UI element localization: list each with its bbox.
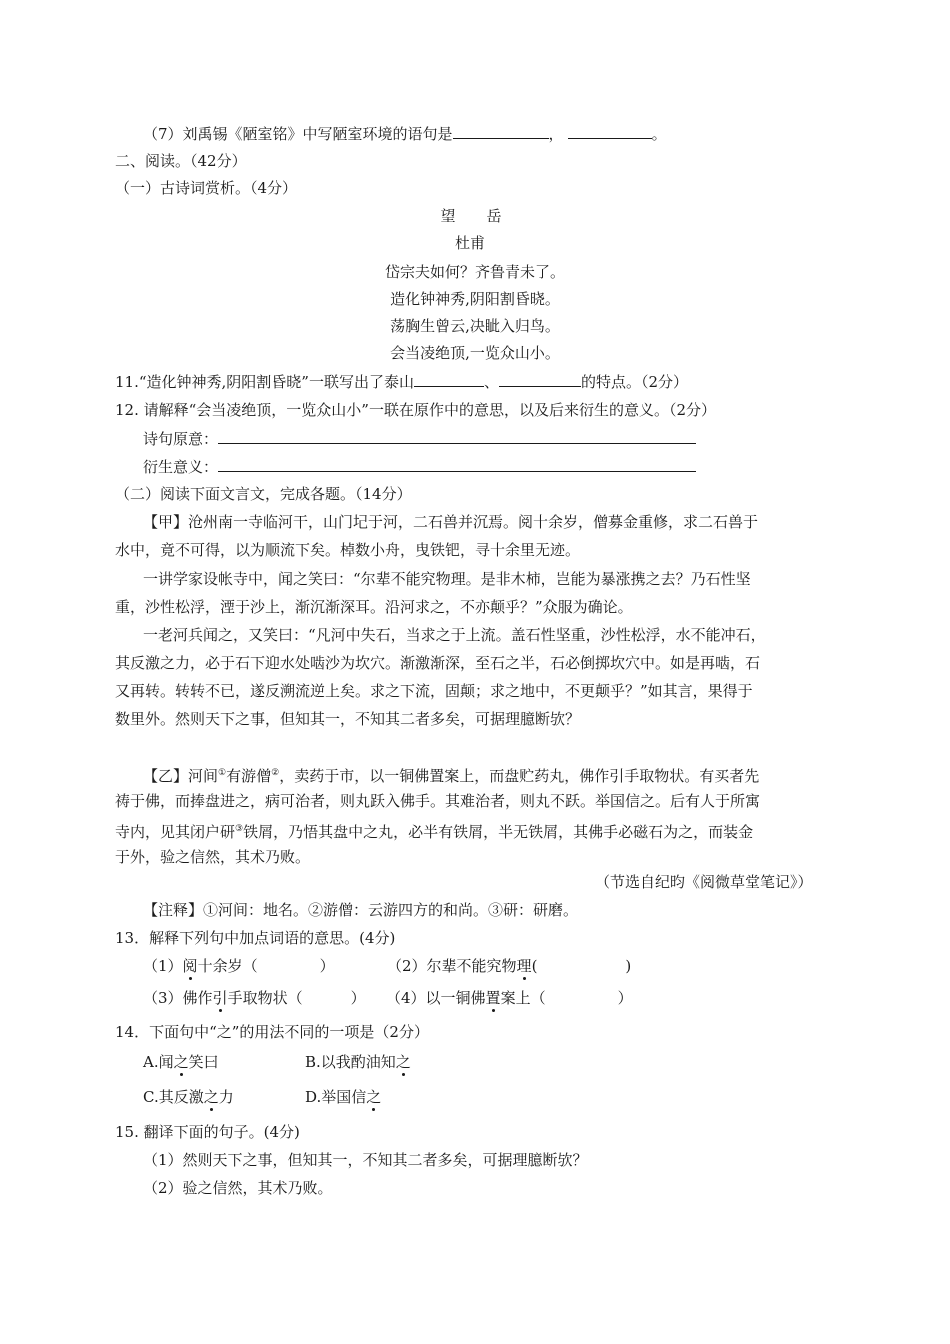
q7-text: （7）刘禹锡《陋室铭》中写陋室环境的语句是 — [143, 125, 453, 143]
q13-item-3 — [143, 988, 366, 1008]
dotted-word: 之 — [395, 1053, 411, 1071]
answer-label: 衍生意义： — [143, 458, 219, 476]
q7-end: 。 — [651, 125, 667, 143]
translate-sentence-2: （2）验之信然，其术乃败。 — [143, 1179, 333, 1197]
answer-blank[interactable] — [499, 372, 581, 387]
section-heading: 二、阅读。（42分） — [115, 152, 247, 170]
dotted-word: 引 — [212, 989, 228, 1007]
text-run: （3）佛作 — [143, 989, 213, 1007]
text-run: 手取物状（ — [227, 989, 303, 1007]
dotted-word: 理 — [516, 957, 532, 975]
option-c[interactable] — [143, 1087, 234, 1107]
dotted-word: 置 — [485, 989, 501, 1007]
text-run: 有游僧 — [226, 767, 272, 785]
answer-blank[interactable] — [453, 124, 549, 139]
passage-line: 其反激之力，必于石下迎水处啮沙为坎穴。渐激渐深，至石之半，石必倒掷坎穴中。如是再啮，石 — [115, 654, 761, 672]
answer-blank[interactable] — [218, 429, 696, 444]
passage-line: 一讲学家设帐寺中，闻之笑曰：“尔辈不能究物理。是非木柿，岂能为暴涨携之去？乃石性坚 — [143, 570, 751, 588]
translate-sentence-1: （1）然则天下之事，但知其一，不知其二者多矣，可据理臆断欤？ — [143, 1151, 588, 1169]
q11-sep: 、 — [483, 373, 499, 391]
poem-line: 岱宗夫如何？齐鲁青未了。 — [384, 263, 565, 281]
q13-item-1 — [143, 956, 335, 976]
answer-line — [143, 457, 696, 477]
question-11 — [115, 372, 688, 392]
text-run: A.闻 — [143, 1053, 174, 1071]
q13-item-4 — [386, 988, 633, 1008]
poem-title: 望 岳 — [440, 207, 510, 225]
text-run: 十余岁（ — [197, 957, 258, 975]
text-run: 力 — [218, 1088, 234, 1106]
text-run: 案上（ — [500, 989, 546, 1007]
text-run: B.以我酌油知 — [305, 1053, 396, 1071]
question-7 — [143, 124, 667, 144]
poem-line: 造化钟神秀,阴阳割昏晓。 — [390, 290, 560, 308]
passage-line: 水中，竟不可得，以为顺流下矣。棹数小舟，曳铁钯，寻十余里无迹。 — [115, 541, 581, 559]
question-12: 12. 请解释“会当凌绝顶，一览众山小”一联在原作中的意思，以及后来衍生的意义。（2分） — [115, 401, 717, 419]
option-a[interactable] — [143, 1052, 219, 1072]
poem-author: 杜甫 — [455, 234, 486, 252]
question-13: 13．解释下列句中加点词语的意思。(4分) — [115, 929, 396, 947]
poem-line: 荡胸生曾云,决眦入归鸟。 — [390, 317, 560, 335]
passage-line: 【甲】沧州南一寺临河干，山门圮于河，二石兽并沉焉。阅十余岁，僧募金重修，求二石兽于 — [143, 513, 759, 531]
q13-item-2 — [387, 956, 631, 976]
text-run: 寺内，见其闭户研 — [115, 823, 236, 841]
text-run: （2）尔辈不能究物 — [387, 957, 517, 975]
dotted-word: 之 — [366, 1088, 382, 1106]
passage-line: 一老河兵闻之，又笑曰：“凡河中失石，当求之于上流。盖石性坚重，沙性松浮，水不能冲石， — [143, 626, 766, 644]
subsection-heading: （一）古诗词赏析。（4分） — [115, 179, 298, 197]
text-run: C.其反激 — [143, 1088, 204, 1106]
q7-comma: ， — [548, 125, 564, 143]
answer-blank[interactable] — [414, 372, 484, 387]
answer-blank[interactable] — [568, 124, 652, 139]
passage-line — [143, 763, 759, 786]
text-run: （4）以一铜佛 — [386, 989, 486, 1007]
text-run: ） — [319, 957, 335, 975]
text-run: 笑曰 — [188, 1053, 219, 1071]
dotted-word: 阅 — [182, 957, 198, 975]
footnote-mark: ② — [271, 768, 280, 778]
passage-source: （节选自纪昀《阅微草堂笔记》） — [595, 873, 813, 891]
question-14: 14．下面句中“之”的用法不同的一项是（2分） — [115, 1023, 429, 1041]
footnotes: 【注释】①河间：地名。②游僧：云游四方的和尚。③研：研磨。 — [143, 901, 579, 919]
footnote-mark: ③ — [235, 824, 244, 834]
answer-line — [143, 429, 696, 449]
text-run: ，卖药于市，以一铜佛置案上，而盘贮药丸，佛作引手取物状。有买者先 — [279, 767, 760, 785]
passage-line: 祷于佛，而捧盘进之，病可治者，则丸跃入佛手。其难治者，则丸不跃。举国信之。后有人于所寓 — [115, 792, 761, 810]
subsection-heading: （二）阅读下面文言文，完成各题。（14分） — [115, 485, 412, 503]
question-15: 15. 翻译下面的句子。(4分) — [115, 1123, 300, 1141]
passage-line — [115, 819, 753, 842]
option-d[interactable] — [305, 1087, 381, 1107]
text-run: 铁屑，乃悟其盘中之丸，必半有铁屑，半无铁屑，其佛手必磁石为之，而装金 — [243, 823, 754, 841]
passage-line: 重，沙性松浮，湮于沙上，渐沉渐深耳。沿河求之，不亦颠乎？”众服为确论。 — [115, 598, 633, 616]
text-run: ( — [531, 957, 538, 975]
text-run: 【乙】河间 — [143, 767, 219, 785]
text-run: D.举国信 — [305, 1088, 367, 1106]
passage-line: 又再转。转转不已，遂反溯流逆上矣。求之下流，固颠；求之地中，不更颠乎？”如其言，果得于 — [115, 682, 753, 700]
answer-label: 诗句原意： — [143, 430, 219, 448]
text-run: ） — [350, 989, 366, 1007]
answer-blank[interactable] — [218, 457, 696, 472]
passage-line: 数里外。然则天下之事，但知其一，不知其二者多矣，可据理臆断欤？ — [115, 710, 581, 728]
text-run: （1） — [143, 957, 183, 975]
q11-tail: 的特点。（2分） — [580, 373, 689, 391]
dotted-word: 之 — [203, 1088, 219, 1106]
footnote-mark: ① — [218, 768, 227, 778]
option-b[interactable] — [305, 1052, 411, 1072]
dotted-word: 之 — [173, 1053, 189, 1071]
q11-text: 11.“造化钟神秀,阴阳割昏晓”一联写出了泰山 — [115, 373, 414, 391]
text-run: ） — [617, 989, 633, 1007]
text-run: ) — [625, 957, 632, 975]
poem-line: 会当凌绝顶,一览众山小。 — [390, 344, 560, 362]
passage-line: 于外，验之信然，其术乃败。 — [115, 848, 311, 866]
